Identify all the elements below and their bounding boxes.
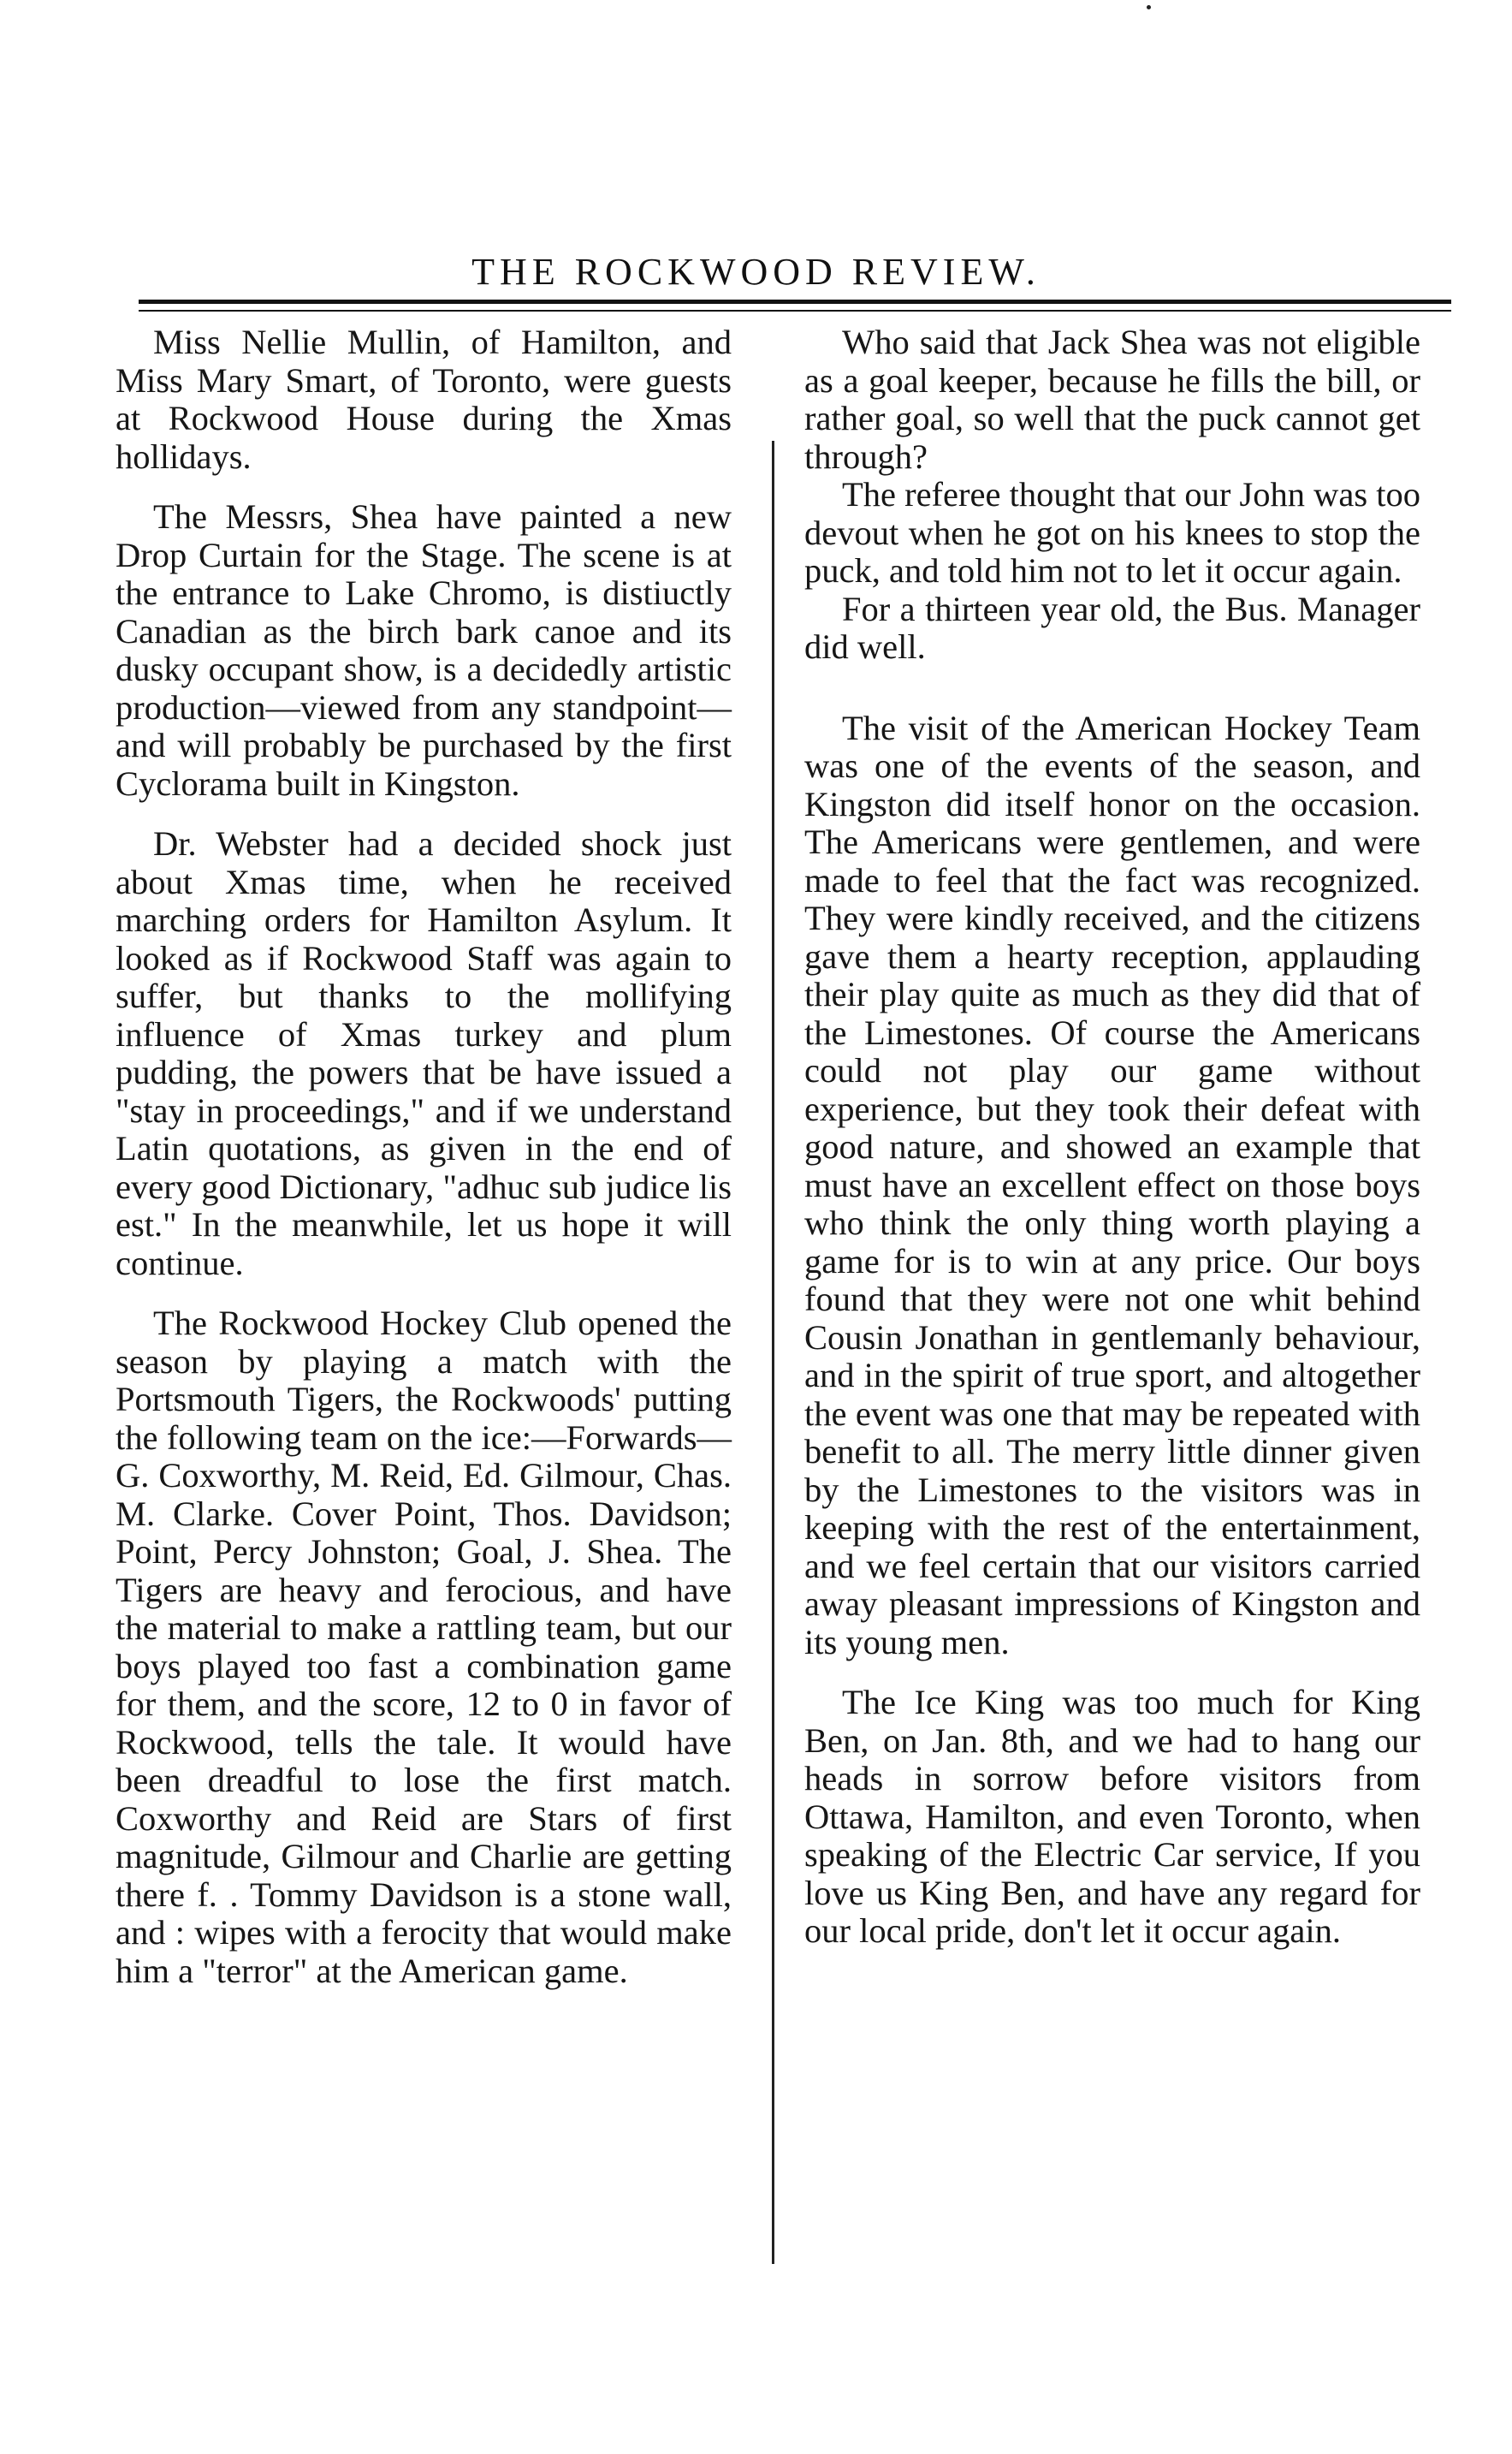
left-column	[116, 324, 732, 1990]
paragraph-referee: The referee thought that our John was too devout when he got on his knees to stop the puck, and told him not to let it occur again.	[804, 475, 1420, 590]
paragraph-dr-webster: Dr. Webster had a decided shock just about Xmas time, when he received marching orders for Hamilton Asylum. It looked as if Rockwood Staff was again to suffer, but thanks to the mollifying influence of Xmas turkey and plum pudding, the powers that be have issued a "stay in proceedings," and if we understand Latin quotations, as given in the end of every good Dictionary, "adhuc sub judice lis est." In the meanwhile, let us hope it will continue.	[116, 824, 732, 1282]
column-divider	[772, 441, 774, 2264]
paragraph-hockey-club: The Rockwood Hockey Club opened the season by playing a match with the Portsmouth Tigers, the Rockwoods' putting the following team on the ice:—Forwards—G. Coxworthy, M. Reid, Ed. Gilmour, Chas. M. Clarke. Cover Point, Thos. Davidson; Point, Percy Johnston; Goal, J. Shea. The Tigers are heavy and ferocious, and have the material to make a rattling team, but our boys played too fast a combination game for them, and the score, 12 to 0 in favor of Rockwood, tells the tale. It would have been dreadful to lose the first match. Coxworthy and Reid are Stars of first magnitude, Gilmour and Charlie are getting there f. . Tommy Davidson is a stone wall, and : wipes with a ferocity that would make him a "terror" at the American game.	[116, 1304, 732, 1990]
page-title: THE ROCKWOOD REVIEW.	[471, 251, 1041, 293]
paragraph-jack-shea: Who said that Jack Shea was not eligible as a goal keeper, because he fills the bill, or rather goal, so well that the puck cannot get through?	[804, 323, 1420, 476]
paragraph-drop-curtain: The Messrs, Shea have painted a new Drop Curtain for the Stage. The scene is at the entrance to Lake Chromo, is distiuctly Canadian as the birch bark canoe and its dusky occupant show, is a decidedly artistic production—viewed from any standpoint—and will probably be purchased by the first Cyclorama built in Kingston.	[116, 497, 732, 803]
paragraph-ice-king: The Ice King was too much for King Ben, on Jan. 8th, and we had to hang our heads in sorrow before visitors from Ottawa, Hamilton, and even Toronto, when speaking of the Electric Car service, If you love us King Ben, and have any regard for our local pride, don't let it occur again.	[804, 1683, 1420, 1950]
paragraph-bus-manager: For a thirteen year old, the Bus. Manager did well.	[804, 589, 1420, 666]
page-mark	[1147, 5, 1151, 9]
header-rule-thick	[139, 300, 1451, 304]
paragraph-guests: Miss Nellie Mullin, of Hamilton, and Miss Mary Smart, of Toronto, were guests at Rockwood House during the Xmas hollidays.	[116, 323, 732, 476]
header-rule-thin	[139, 310, 1451, 312]
right-column	[804, 324, 1420, 1951]
paragraph-american-team: The visit of the American Hockey Team was one of the events of the season, and Kingston did itself honor on the occasion. The Americans were gentlemen, and were made to feel that the fact was recognized. They were kindly received, and the citizens gave them a hearty reception, applauding their play quite as much as they did that of the Limestones. Of course the Americans could not play our game without experience, but they took their defeat with good nature, and showed an example that must have an excellent effect on those boys who think the only thing worth playing a game for is to win at any price. Our boys found that they were not one whit behind Cousin Jonathan in gentlemanly behaviour, and in the spirit of true sport, and altogether the event was one that may be repeated with benefit to all. The merry little dinner given by the Limestones to the visitors was in keeping with the rest of the entertainment, and we feel certain that our visitors carried away pleasant impressions of Kingston and its young men.	[804, 708, 1420, 1661]
